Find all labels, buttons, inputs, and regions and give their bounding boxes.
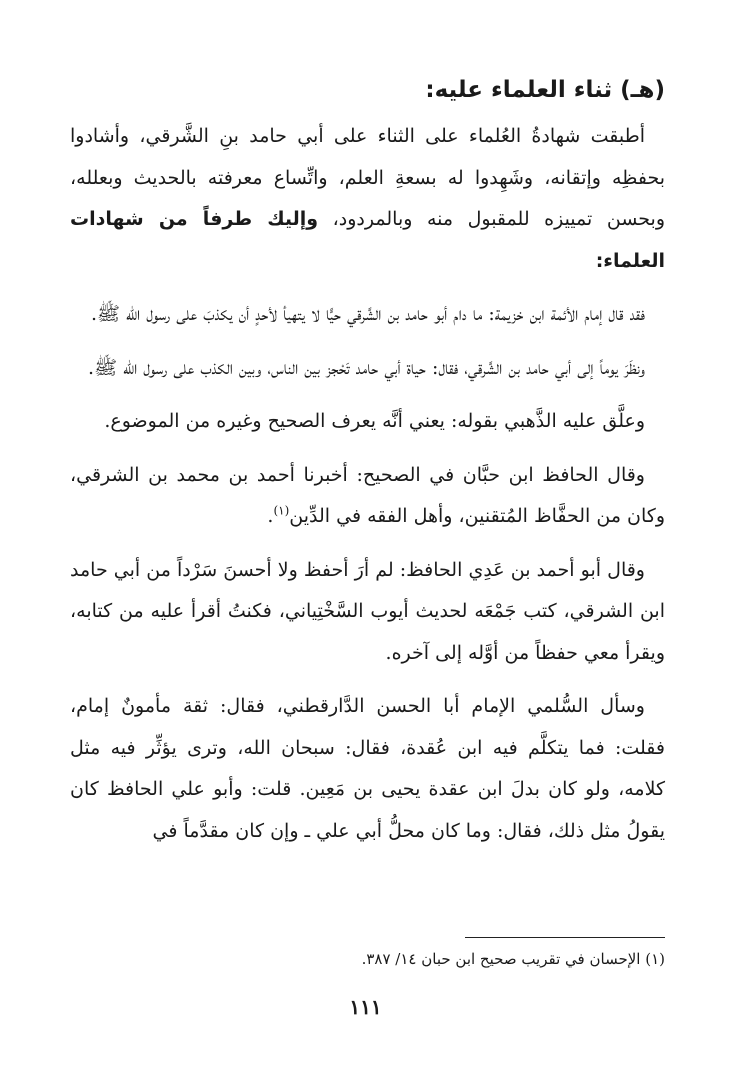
- paragraph-1-text: أطبقت شهادةُ العُلماء على الثناء على أبي حامد بنِ الشَّرقي، وأشادوا بحفظِه وإتقانه، وشَهِدوا له بسعةِ العلم، واتِّساع معرفته بالحديث وبعلله، وبحسن تمييزه للمقبول منه وبالمردود،: [70, 125, 665, 230]
- paragraph-5-end: .: [267, 505, 274, 527]
- paragraph-4: وعلَّق عليه الذَّهبي بقوله: يعني أنَّه يعرف الصحيح وغيره من الموضوع.: [104, 410, 645, 432]
- paragraph-1: [70, 116, 665, 282]
- paragraph-3: ونظَرَ يوماً إلى أبي حامد بن الشَّرقي، فقال: حياة أبي حامد تَحْجز بين الناس، وبين الكذب على رسول الله ﷺ.: [88, 356, 645, 379]
- footnote-reference: (١): [273, 503, 290, 518]
- paragraph-5: [70, 455, 665, 538]
- page-number: ١١١: [349, 995, 382, 1019]
- section-heading: (هـ) ثناء العلماء عليه:: [425, 77, 665, 103]
- paragraph-5-text: وقال الحافظ ابن حبَّان في الصحيح: أخبرنا أحمد بن محمد بن الشرقي، وكان من الحفَّاظ المُتقنين، وأهل الفقه في الدِّين: [70, 463, 665, 527]
- paragraph-1-bold: وإليك طرفاً من شهادات العلماء:: [70, 208, 665, 272]
- paragraph-7: وسأل السُّلمي الإمام أبا الحسن الدَّارقطني، فقال: ثقة مأمونٌ إمام، فقلت: فما يتكلَّم فيه ابن عُقدة، فقال: سبحان الله، وترى يؤثِّر فيه مثل كلامه، ولو كان بدلَ ابن عقدة يحيى بن مَعِين. قلت: وأبو علي الحافظ كان يقولُ مثل ذلك، فقال: وما كان محلُّ أبي علي ـ وإن كان مقدَّماً في: [70, 695, 665, 842]
- paragraph-2: فقد قال إمام الأئمة ابن خزيمة: ما دام أبو حامد بن الشَّرقي حيًّا لا يتهيأ لأحدٍ أن يكذبَ على رسول الله ﷺ.: [90, 303, 645, 325]
- paragraph-6: وقال أبو أحمد بن عَدِي الحافظ: لم أرَ أحفظ ولا أحسنَ سَرْداً من أبي حامد ابن الشرقي، كتب جَمْعَه لحديث أيوب السَّخْتِياني، فكنتُ أقرأ عليه من كتابه، ويقرأ معي حفظاً من أوَّله إلى آخره.: [70, 558, 665, 664]
- footnote-divider: [465, 937, 665, 938]
- footnote: (١) الإحسان في تقريب صحيح ابن حبان ١٤/ ٣٨٧.: [361, 950, 665, 968]
